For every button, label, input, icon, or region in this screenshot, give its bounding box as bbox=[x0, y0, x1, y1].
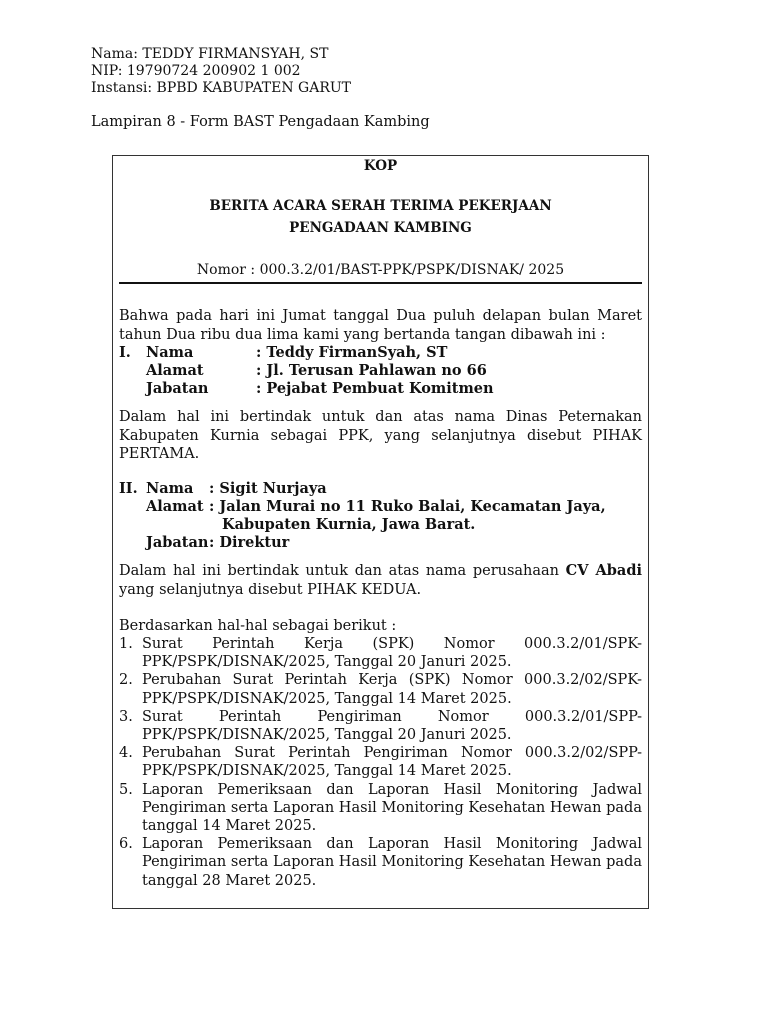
list-item-text: Perubahan Surat Perintah Pengiriman Nomor 000.3.2/02/SPP-PPK/PSPK/DISNAK/2025, Tanggal 14 Maret 2025. bbox=[142, 745, 642, 780]
header-divider bbox=[119, 282, 642, 284]
list-item-number: 3. bbox=[119, 708, 133, 725]
author-nip: NIP: 19790724 200902 1 002 bbox=[91, 63, 301, 79]
second-party-paragraph bbox=[119, 562, 642, 599]
party-one-nama-value: : Teddy FirmanSyah, ST bbox=[256, 344, 448, 361]
party-one-nama-label: Nama bbox=[146, 344, 194, 361]
party-two-alamat-value-line2: Kabupaten Kurnia, Jawa Barat. bbox=[222, 516, 476, 533]
list-item bbox=[119, 781, 642, 836]
basis-intro: Berdasarkan hal-hal sebagai berikut : bbox=[119, 618, 397, 634]
list-item-text: Surat Perintah Pengiriman Nomor 000.3.2/01/SPP-PPK/PSPK/DISNAK/2025, Tanggal 20 Januri 2025. bbox=[142, 708, 642, 744]
party-two-alamat-label: Alamat bbox=[146, 498, 204, 515]
list-item-text: Laporan Pemeriksaan dan Laporan Hasil Monitoring Jadwal Pengiriman serta Laporan Hasil Monitoring Kesehatan Hewan pada tanggal 14 Maret 2025. bbox=[142, 781, 642, 835]
author-instansi: Instansi: BPBD KABUPATEN GARUT bbox=[91, 80, 352, 96]
list-item-number: 6. bbox=[119, 836, 133, 853]
party-two-nama-label: Nama bbox=[146, 480, 194, 497]
party-two-jabatan-value: : Direktur bbox=[209, 534, 290, 551]
document-number: Nomor : 000.3.2/01/BAST-PPK/PSPK/DISNAK/ 2025 bbox=[196, 262, 565, 278]
second-party-prefix: Dalam hal ini bertindak untuk dan atas nama perusahaan bbox=[119, 563, 566, 579]
list-item-number: 4. bbox=[119, 745, 133, 762]
list-item-text: Laporan Pemeriksaan dan Laporan Hasil Monitoring Jadwal Pengiriman serta Laporan Hasil Monitoring Kesehatan Hewan pada tanggal 28 Maret 2025. bbox=[142, 836, 642, 889]
list-item-text: Surat Perintah Kerja (SPK) Nomor 000.3.2/01/SPK-PPK/PSPK/DISNAK/2025, Tanggal 20 Januri 2025. bbox=[142, 636, 642, 671]
list-item-number: 2. bbox=[119, 672, 133, 689]
attachment-label: Lampiran 8 - Form BAST Pengadaan Kambing bbox=[91, 114, 430, 130]
list-item-number: 1. bbox=[119, 636, 133, 652]
list-item bbox=[119, 635, 642, 671]
party-two-alamat-value-line1: : Jalan Murai no 11 Ruko Balai, Kecamatan Jaya, bbox=[209, 498, 606, 515]
opening-paragraph: Bahwa pada hari ini Jumat tanggal Dua puluh delapan bulan Maret tahun Dua ribu dua lima kami yang bertanda tangan dibawah ini : bbox=[119, 308, 642, 343]
party-one-jabatan-value: : Pejabat Pembuat Komitmen bbox=[256, 380, 494, 397]
kop-heading: KOP bbox=[363, 158, 398, 174]
document-title-line2: PENGADAAN KAMBING bbox=[289, 220, 472, 236]
party-two-jabatan-label: Jabatan bbox=[146, 534, 209, 551]
second-party-suffix: yang selanjutnya disebut PIHAK KEDUA. bbox=[119, 581, 422, 598]
party-two-nama-value: : Sigit Nurjaya bbox=[209, 480, 327, 497]
basis-list bbox=[119, 635, 642, 890]
list-item-text: Perubahan Surat Perintah Kerja (SPK) Nomor 000.3.2/02/SPK-PPK/PSPK/DISNAK/2025, Tanggal 14 Maret 2025. bbox=[142, 672, 642, 707]
list-item-number: 5. bbox=[119, 781, 133, 798]
document-title-line1: BERITA ACARA SERAH TERIMA PEKERJAAN bbox=[209, 198, 552, 214]
list-item bbox=[119, 835, 642, 890]
list-item bbox=[119, 671, 642, 707]
list-item bbox=[119, 744, 642, 780]
bast-form-frame bbox=[112, 155, 649, 909]
first-party-paragraph: Dalam hal ini bertindak untuk dan atas nama Dinas Peternakan Kabupaten Kurnia sebagai PPK, yang selanjutnya disebut PIHAK PERTAMA. bbox=[119, 409, 642, 462]
company-name: CV Abadi bbox=[565, 562, 642, 579]
party-one-numeral: I. bbox=[119, 344, 131, 361]
author-name: Nama: TEDDY FIRMANSYAH, ST bbox=[91, 46, 329, 62]
list-item bbox=[119, 708, 642, 744]
party-one-alamat-label: Alamat bbox=[146, 362, 204, 379]
author-info bbox=[91, 46, 351, 97]
party-two-numeral: II. bbox=[119, 480, 138, 497]
party-one-jabatan-label: Jabatan bbox=[146, 380, 209, 397]
party-one-alamat-value: : Jl. Terusan Pahlawan no 66 bbox=[256, 362, 487, 379]
